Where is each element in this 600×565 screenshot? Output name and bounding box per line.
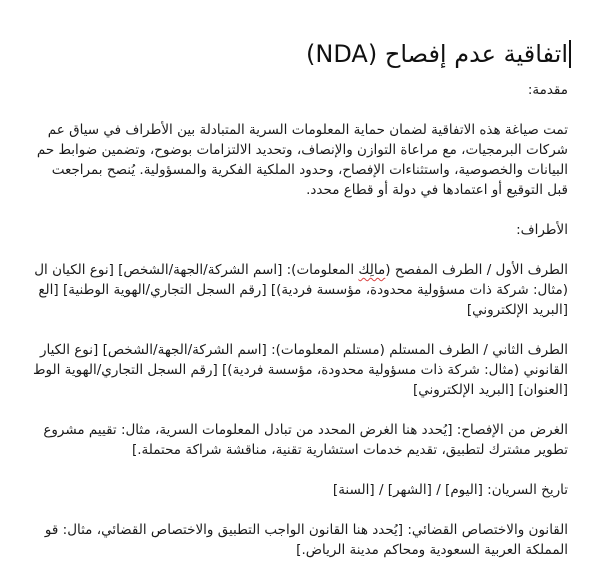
party1-line-2[interactable]: (مثال: شركة ذات مسؤولية محدودة، مؤسسة فردية)] [رقم السجل التجاري/الهوية الوطنية] [الع (38, 282, 568, 298)
party1-line-3[interactable]: [البريد الإلكتروني] (466, 302, 568, 318)
law-line-2[interactable]: المملكة العربية السعودية ومحاكم مدينة الرياض.] (296, 542, 568, 558)
spelling-flagged-word[interactable]: مالِك (358, 262, 386, 278)
purpose-line-2[interactable]: تطوير مشترك لتطبيق، تقديم خدمات استشارية تقنية، مناقشة شراكة محتملة.] (131, 442, 568, 458)
party2-line-1[interactable]: الطرف الثاني / الطرف المستلم (مستلم المعلومات): [اسم الشركة/الجهة/الشخص] [نوع الكيار (39, 342, 568, 358)
party2-line-2[interactable]: القانوني (مثال: شركة ذات مسؤولية محدودة، مؤسسة فردية)] [رقم السجل التجاري/الهوية الوط (33, 362, 568, 378)
party1-line-1-end: المعلومات): [اسم الشركة/الجهة/الشخص] [نوع الكيان ال (34, 262, 359, 278)
intro-line-4[interactable]: قبل التوقيع أو اعتمادها في دولة أو قطاع محدد. (306, 182, 568, 198)
effective-date-line[interactable]: تاريخ السريان: [اليوم] / [الشهر] / [السنة] (332, 482, 568, 498)
party1-line-1-start: الطرف الأول / الطرف المفصح ( (385, 262, 568, 278)
intro-line-1[interactable]: تمت صياغة هذه الاتفاقية لضمان حماية المعلومات السرية المتبادلة بين الأطراف في سياق عم (47, 122, 568, 138)
document-title[interactable]: اتفاقية عدم إفصاح (NDA) (306, 40, 568, 68)
intro-heading[interactable]: مقدمة: (527, 82, 568, 98)
law-line-1[interactable]: القانون والاختصاص القضائي: [يُحدد هنا القانون الواجب التطبيق والاختصاص القضائي، مثال: قو (44, 522, 568, 538)
intro-line-3[interactable]: البيانات والخصوصية، واستثناءات الإفصاح، وحدود الملكية الفكرية والمسؤولية. يُنصح بمراجعت (51, 162, 568, 178)
party2-line-3[interactable]: [العنوان] [البريد الإلكتروني] (412, 382, 568, 398)
purpose-line-1[interactable]: الغرض من الإفصاح: [يُحدد هنا الغرض المحدد من تبادل المعلومات السرية، مثال: تقييم مشروع (43, 422, 568, 438)
intro-line-2[interactable]: شركات البرمجيات، مع مراعاة التوازن والإنصاف، وتحديد الالتزامات بوضوح، وتضمين ضوابط حم (36, 142, 568, 158)
party1-line-1[interactable] (34, 260, 568, 280)
text-cursor (569, 40, 571, 68)
parties-heading[interactable]: الأطراف: (516, 222, 568, 238)
